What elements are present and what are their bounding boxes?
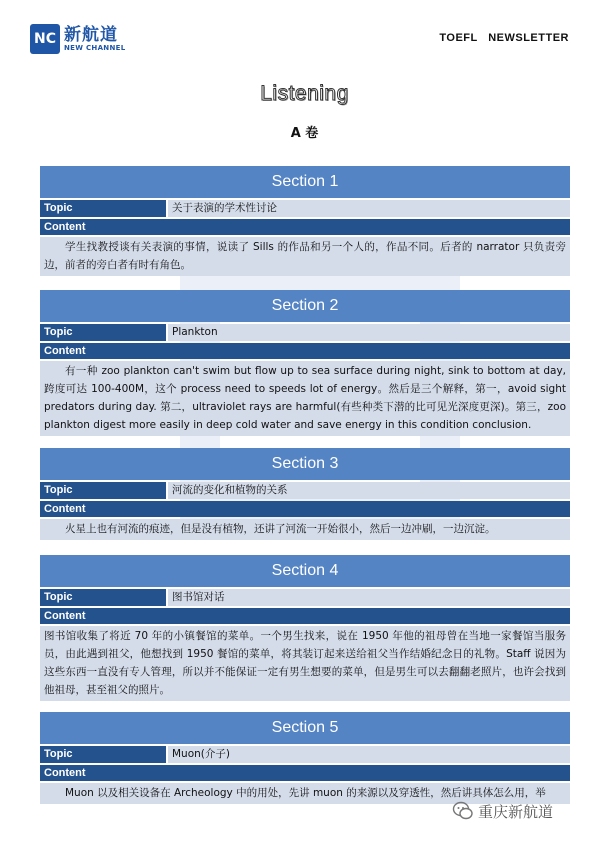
- section-heading: Section 5: [40, 712, 570, 744]
- topic-label: Topic: [40, 324, 166, 341]
- content-label: Content: [40, 608, 570, 624]
- wechat-account: [452, 800, 553, 822]
- content-body: 有一种 zoo plankton can't swim but flow up to sea surface during night, sink to bottom at day,跨度可达 100-400M，这个 process need to speeds lot of energy。然后是三个解释，第一，avoid sight predators during day. 第二，ultraviolet rays are harmful(有些种类下潜的比可见光深度更深)。第三，zoo plankton digest more easily in deep cold water and save energy in this condition conclusion.: [40, 361, 570, 436]
- section-heading: Section 4: [40, 555, 570, 587]
- section-3: [40, 448, 570, 540]
- content-body: 火星上也有河流的痕迹，但是没有植物，还讲了河流一开始很小，然后一边冲刷，一边沉淀。: [40, 519, 570, 540]
- topic-value: Plankton: [168, 324, 570, 341]
- topic-value: Muon(介子): [168, 746, 570, 763]
- section-4: [40, 555, 570, 701]
- topic-value: 关于表演的学术性讨论: [168, 200, 570, 217]
- topic-label: Topic: [40, 746, 166, 763]
- content-label: Content: [40, 765, 570, 781]
- page-header: [30, 24, 569, 60]
- section-5: [40, 712, 570, 804]
- topic-label: Topic: [40, 589, 166, 606]
- content-body: 学生找教授谈有关表演的事情，说读了 Sills 的作品和另一个人的，作品不同。后者的 narrator 只负责旁边，前者的旁白者有时有角色。: [40, 237, 570, 276]
- content-label: Content: [40, 343, 570, 359]
- wechat-name: 重庆新航道: [478, 802, 554, 821]
- page-title: Listening: [260, 82, 349, 105]
- topic-value: 河流的变化和植物的关系: [168, 482, 570, 499]
- section-heading: Section 1: [40, 166, 570, 198]
- newsletter-label: TOEFL NEWSLETTER: [439, 32, 569, 44]
- topic-value: 图书馆对话: [168, 589, 570, 606]
- section-heading: Section 2: [40, 290, 570, 322]
- topic-label: Topic: [40, 200, 166, 217]
- content-body: Muon 以及相关设备在 Archeology 中的用处，先讲 muon 的来源以及穿透性，然后讲具体怎么用，举: [40, 783, 570, 804]
- content-label: Content: [40, 501, 570, 517]
- logo-en: NEW CHANNEL: [64, 43, 126, 52]
- content-body: 图书馆收集了将近 70 年的小镇餐馆的菜单。一个男生找来，说在 1950 年他的祖母曾在当地一家餐馆当服务员，由此遇到祖父，他想找到 1950 餐馆的菜单，将其装订起来送给祖父当作结婚纪念日的礼物。Staff 说因为这些东西一直没有专人管理，所以并不能保证一定有男生想要的菜单，但是男生可以去翻翻老照片，也许会找到他祖母，甚至祖父的照片。: [40, 626, 570, 701]
- section-heading: Section 3: [40, 448, 570, 480]
- section-2: [40, 290, 570, 436]
- section-1: [40, 166, 570, 276]
- topic-label: Topic: [40, 482, 166, 499]
- logo-cn: 新航道: [64, 24, 118, 45]
- wechat-icon: [452, 800, 474, 822]
- new-channel-logo: [30, 24, 125, 54]
- logo-mark: NC: [30, 24, 60, 54]
- content-label: Content: [40, 219, 570, 235]
- paper-label: A 卷: [290, 126, 319, 141]
